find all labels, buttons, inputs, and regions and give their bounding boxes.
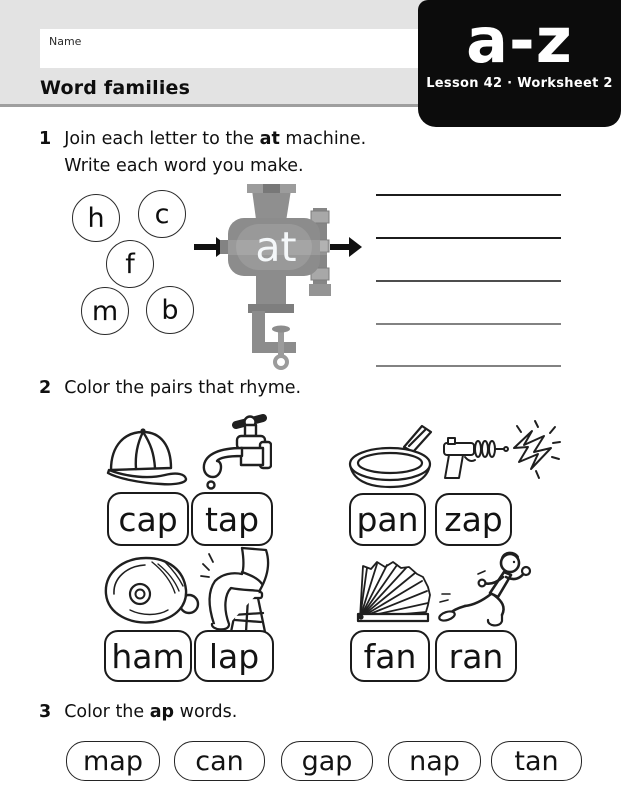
zap-illustration [438,414,564,492]
word-box-cap[interactable] [107,492,189,546]
word-label: fan [363,636,417,676]
letter-circle-c[interactable] [138,190,186,238]
name-field[interactable] [40,29,419,68]
write-line-4[interactable] [376,323,561,325]
word-pill-map[interactable] [66,741,160,781]
letter-label: m [91,295,119,327]
word-box-ran[interactable] [435,630,517,682]
word-box-zap[interactable] [435,493,512,546]
letter-circle-h[interactable] [72,194,120,242]
letter-label: h [87,202,105,234]
word-pill-gap[interactable] [281,741,373,781]
name-label: Name [49,35,82,48]
fan-illustration [350,556,436,630]
section2-heading [39,375,399,402]
word-label: lap [208,636,260,676]
word-label: pan [356,500,419,539]
word-label: map [83,745,143,777]
word-box-tap[interactable] [191,492,273,546]
word-box-lap[interactable] [194,630,274,682]
machine-label: at [255,223,297,271]
tap-illustration [196,412,272,490]
cap-illustration [103,424,189,488]
word-label: ran [448,636,504,676]
section1-number: 1 [39,129,52,149]
letter-circle-b[interactable] [146,286,194,334]
letter-circle-f[interactable] [106,240,154,288]
section3-number: 3 [39,702,52,722]
lesson-worksheet-label: Lesson 42 · Worksheet 2 [426,76,613,91]
ham-illustration [100,552,200,630]
at-machine-illustration [190,178,368,370]
page-title: Word families [40,77,191,99]
section3-instruction: Color the ap words. [64,702,238,722]
word-label: tan [514,745,559,777]
section1-heading [39,126,399,180]
write-line-1[interactable] [376,194,561,196]
a-z-logo: a-z [466,4,573,77]
letter-label: b [161,294,179,326]
section2-number: 2 [39,378,52,398]
word-label: cap [118,499,178,539]
section2-instruction: Color the pairs that rhyme. [64,378,302,398]
word-box-pan[interactable] [349,493,426,546]
word-label: tap [204,499,260,539]
word-label: gap [301,745,353,777]
word-pill-can[interactable] [174,741,265,781]
word-box-ham[interactable] [104,630,192,682]
letter-label: f [125,248,135,280]
write-line-2[interactable] [376,237,561,239]
word-box-fan[interactable] [350,630,430,682]
word-label: zap [444,500,503,539]
write-line-5[interactable] [376,365,561,367]
letter-label: c [154,198,170,230]
word-label: nap [409,745,460,777]
lap-illustration [198,546,276,634]
brand-badge [418,0,621,127]
write-line-3[interactable] [376,280,561,282]
section3-heading [39,699,399,726]
word-pill-tan[interactable] [491,741,582,781]
word-pill-nap[interactable] [388,741,481,781]
pan-illustration [346,420,442,492]
word-label: can [195,745,244,777]
ran-illustration [436,550,532,630]
letter-circle-m[interactable] [81,287,129,335]
word-label: ham [111,636,185,676]
section1-instruction: Join each letter to the at machine. Write each word you make. [64,129,367,176]
arrow-out-icon [330,237,362,257]
